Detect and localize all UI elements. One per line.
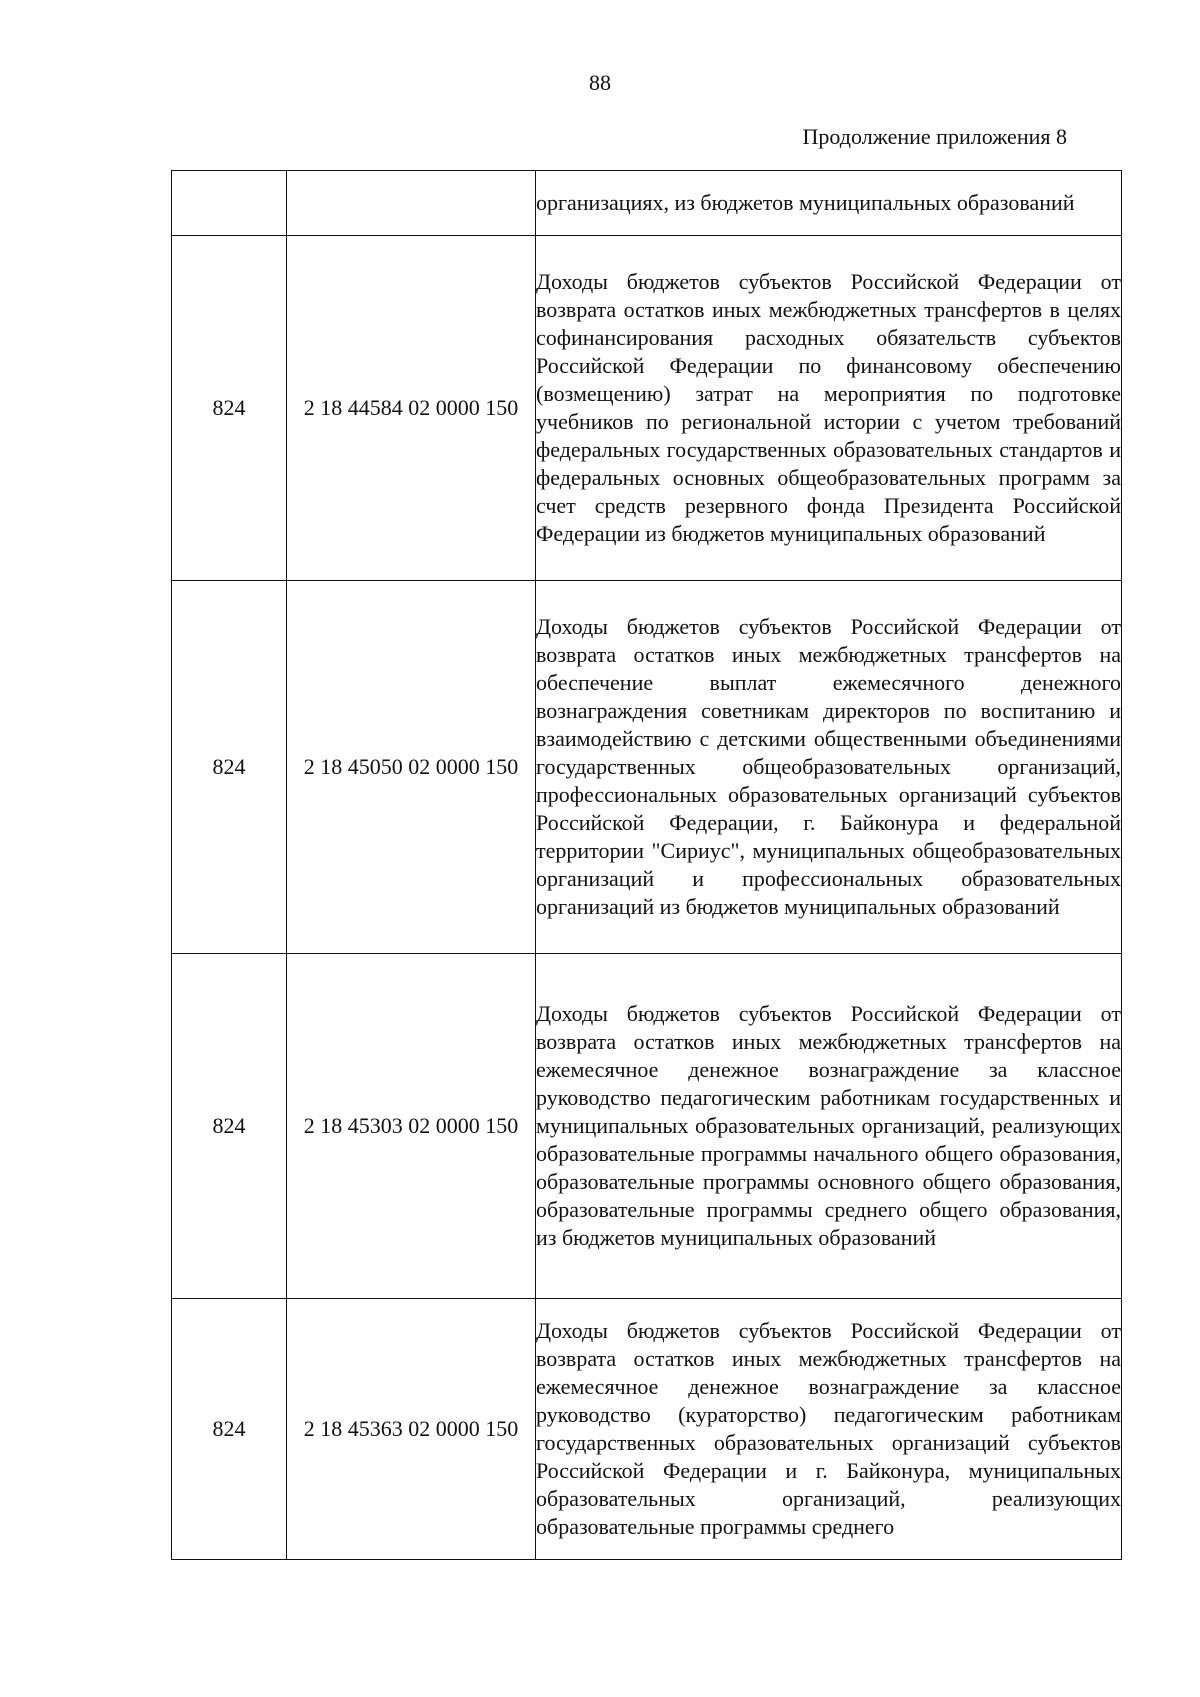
table-row <box>172 236 1122 581</box>
description-cell: Доходы бюджетов субъектов Российской Федерации от возврата остатков иных межбюджетных трансфертов на обеспечение выплат ежемесячного денежного вознаграждения советникам директоров по воспитанию и взаимодействию с детскими общественными объединениями государственных общеобразовательных организаций, профессиональных образовательных организаций субъектов Российской Федерации, г. Байконура и федеральной территории "Сириус", муниципальных общеобразовательных организаций и профессиональных образовательных организаций из бюджетов муниципальных образований <box>536 581 1122 954</box>
description-cell: Доходы бюджетов субъектов Российской Федерации от возврата остатков иных межбюджетных трансфертов на ежемесячное денежное вознаграждение за классное руководство педагогическим работникам государственных и муниципальных образовательных организаций, реализующих образовательные программы начального общего образования, образовательные программы основного общего образования, образовательные программы среднего общего образования, из бюджетов муниципальных образований <box>536 954 1122 1299</box>
table-row <box>172 581 1122 954</box>
admin-code-cell: 824 <box>172 236 287 581</box>
description-cell: организациях, из бюджетов муниципальных образований <box>536 171 1122 236</box>
page-number: 88 <box>589 70 611 95</box>
kbk-code-cell: 2 18 45050 02 0000 150 <box>287 581 536 954</box>
appendix-continuation-title: Продолжение приложения 8 <box>802 124 1067 149</box>
kbk-code-cell: 2 18 44584 02 0000 150 <box>287 236 536 581</box>
kbk-code-cell: 2 18 45363 02 0000 150 <box>287 1299 536 1560</box>
description-cell: Доходы бюджетов субъектов Российской Федерации от возврата остатков иных межбюджетных трансфертов в целях софинансирования расходных обязательств субъектов Российской Федерации по финансовому обеспечению (возмещению) затрат на мероприятия по подготовке учебников по региональной истории с учетом требований федеральных государственных образовательных стандартов и федеральных основных общеобразовательных программ за счет средств резервного фонда Президента Российской Федерации из бюджетов муниципальных образований <box>536 236 1122 581</box>
table-row <box>172 1299 1122 1560</box>
admin-code-cell <box>172 171 287 236</box>
table-row <box>172 954 1122 1299</box>
kbk-code-cell: 2 18 45303 02 0000 150 <box>287 954 536 1299</box>
budget-codes-table <box>171 170 1122 1560</box>
admin-code-cell: 824 <box>172 581 287 954</box>
admin-code-cell: 824 <box>172 1299 287 1560</box>
table-row <box>172 171 1122 236</box>
admin-code-cell: 824 <box>172 954 287 1299</box>
description-cell: Доходы бюджетов субъектов Российской Федерации от возврата остатков иных межбюджетных трансфертов на ежемесячное денежное вознаграждение за классное руководство (кураторство) педагогическим работникам государственных образовательных организаций субъектов Российской Федерации и г. Байконура, муниципальных образовательных организаций, реализующих образовательные программы среднего <box>536 1299 1122 1560</box>
kbk-code-cell <box>287 171 536 236</box>
